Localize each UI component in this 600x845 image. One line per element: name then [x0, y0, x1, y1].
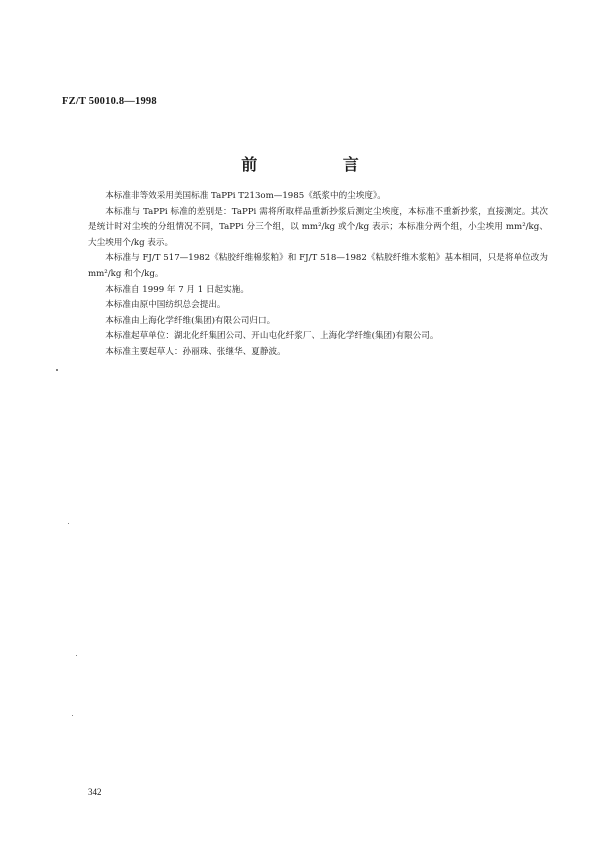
paragraph-related-standards: 本标准与 FJ/T 517—1982《粘胶纤维棉浆粕》和 FJ/T 518—1982《粘胶纤维木浆粕》基本相同，只是将单位改为 mm²/kg 和个/kg。	[88, 253, 548, 279]
scan-speck	[68, 523, 69, 524]
paragraph-administrator: 本标准由上海化学纤维(集团)有限公司归口。	[105, 315, 276, 326]
paragraph-adoption: 本标准非等效采用美国标准 TaPPi T213om—1985《纸浆中的尘埃度》。	[105, 191, 386, 201]
paragraph-drafters: 本标准主要起草人：孙丽珠、张继华、夏静波。	[105, 346, 286, 357]
page-title: 前 言	[241, 155, 399, 174]
paragraph-differences: 本标准与 TaPPi 标准的差别是：TaPPi 需将所取样品重新抄浆后测定尘埃度，本标准不重新抄浆，直接测定。其次是统计时对尘埃的分组情况不同，TaPPi 分三个组，以 mm²/kg 或个/kg 表示；本标准分两个组，小尘埃用 mm²/kg、大尘埃用个/kg 表示。	[88, 206, 548, 248]
paragraph-proposer: 本标准由原中国纺织总会提出。	[105, 300, 226, 311]
paragraph-effective-date: 本标准自 1999 年 7 月 1 日起实施。	[105, 284, 249, 295]
scan-speck	[56, 369, 58, 371]
foreword-body	[88, 189, 548, 361]
paragraph-drafting-units: 本标准起草单位：湖北化纤集团公司、开山屯化纤浆厂、上海化学纤维(集团)有限公司。	[105, 331, 439, 342]
scan-speck	[72, 715, 73, 716]
standard-code: FZ/T 50010.8—1998	[62, 96, 157, 107]
page-number: 342	[88, 787, 102, 797]
scan-speck	[76, 655, 77, 656]
